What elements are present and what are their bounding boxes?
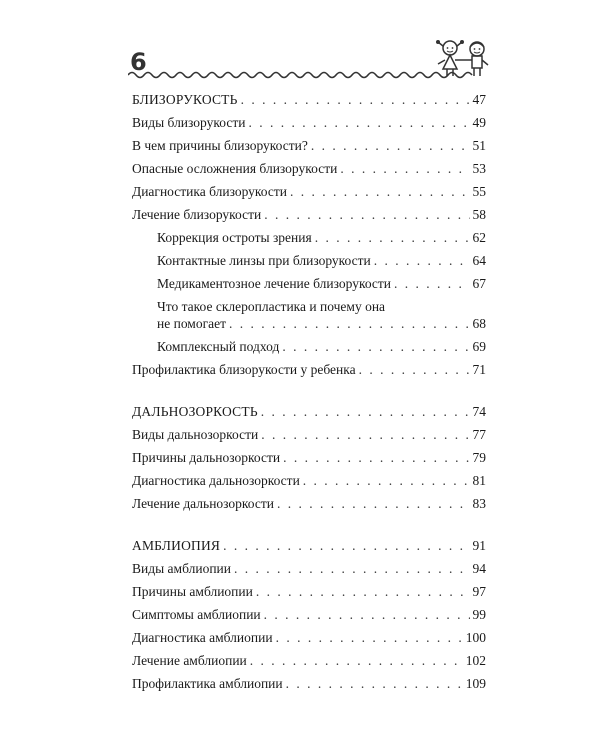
toc-entry-page: 62 (472, 230, 486, 245)
toc-entry (132, 207, 486, 223)
toc-leader-dots (282, 339, 469, 355)
toc-entry-page: 94 (472, 561, 486, 576)
toc-entry (132, 161, 486, 177)
toc-entry-title: Комплексный подход (157, 339, 280, 354)
toc-leader-dots (264, 207, 469, 223)
toc-entry-title: Симптомы амблиопии (132, 607, 261, 622)
toc-leader-dots (276, 630, 463, 646)
toc-entry-page: 81 (472, 473, 486, 488)
toc-entry-title: БЛИЗОРУКОСТЬ (132, 92, 238, 107)
toc-entry (132, 92, 486, 108)
toc-leader-dots (261, 404, 470, 420)
toc-entry (132, 450, 486, 466)
toc-entry-page: 74 (472, 404, 486, 419)
toc-entry-title: Диагностика амблиопии (132, 630, 273, 645)
toc-entry-title: Лечение близорукости (132, 207, 262, 222)
toc-entry (132, 115, 486, 131)
toc-section-hyperopia (132, 404, 486, 512)
toc-leader-dots (241, 92, 470, 108)
toc-entry-page: 77 (472, 427, 486, 442)
toc-entry (132, 584, 486, 600)
toc-entry-page: 67 (472, 276, 486, 291)
toc-entry-page: 68 (472, 316, 486, 331)
toc-leader-dots (374, 253, 470, 269)
toc-entry-title: Диагностика дальнозоркости (132, 473, 300, 488)
toc-entry-title: Причины амблиопии (132, 584, 253, 599)
toc-entry-page: 55 (472, 184, 486, 199)
toc-leader-dots (394, 276, 469, 292)
toc-leader-dots (303, 473, 470, 489)
toc-entry-title: Коррекция остроты зрения (157, 230, 312, 245)
toc-entry-title: ДАЛЬНОЗОРКОСТЬ (132, 404, 258, 419)
toc-leader-dots (229, 316, 469, 332)
toc-entry-title: АМБЛИОПИЯ (132, 538, 221, 553)
toc-entry (132, 138, 486, 154)
toc-entry-page: 97 (472, 584, 486, 599)
toc-entry-page: 91 (472, 538, 486, 553)
toc-leader-dots (277, 496, 470, 512)
toc-entry (132, 607, 486, 623)
toc-leader-dots (223, 538, 469, 554)
toc-entry-title: В чем причины близорукости? (132, 138, 308, 153)
toc-leader-dots (264, 607, 470, 623)
toc-entry-title: Медикаментозное лечение близорукости (157, 276, 392, 291)
toc-leader-dots (234, 561, 470, 577)
toc-subentry-multiline (132, 299, 486, 332)
toc-entry-title-line1: Что такое склеропластика и почему она (157, 299, 386, 314)
toc-entry-title: Лечение дальнозоркости (132, 496, 274, 511)
toc-subentry (132, 230, 486, 246)
toc-entry (132, 653, 486, 669)
toc-entry-page: 47 (472, 92, 486, 107)
toc-entry-title: Контактные линзы при близорукости (157, 253, 371, 268)
toc-leader-dots (261, 427, 469, 443)
toc-section-amblyopia (132, 538, 486, 692)
toc-entry-title: Виды дальнозоркости (132, 427, 259, 442)
toc-entry (132, 496, 486, 512)
toc-entry-title: Причины дальнозоркости (132, 450, 281, 465)
page-number: 6 (130, 48, 147, 76)
toc-entry (132, 676, 486, 692)
toc-entry-page: 64 (472, 253, 486, 268)
toc-entry (157, 316, 486, 332)
toc-leader-dots (340, 161, 469, 177)
toc-leader-dots (359, 362, 470, 378)
toc-entry-page: 71 (472, 362, 486, 377)
toc-section-myopia (132, 92, 486, 378)
toc-entry (132, 473, 486, 489)
toc-entry (132, 630, 486, 646)
toc-entry-page: 79 (472, 450, 486, 465)
toc-entry-title: Профилактика близорукости у ребенка (132, 362, 356, 377)
toc-entry (132, 538, 486, 554)
toc-leader-dots (315, 230, 470, 246)
toc-entry-page: 83 (472, 496, 486, 511)
toc-entry (132, 427, 486, 443)
toc-entry-title: Виды амблиопии (132, 561, 231, 576)
toc-entry (132, 561, 486, 577)
toc-entry-page: 69 (472, 339, 486, 354)
toc-entry-page: 102 (465, 653, 486, 668)
toc-entry (132, 362, 486, 378)
toc-leader-dots (286, 676, 463, 692)
toc-leader-dots (256, 584, 470, 600)
toc-entry-title: Лечение амблиопии (132, 653, 247, 668)
toc-subentry (132, 276, 486, 292)
toc-entry-title: Опасные осложнения близорукости (132, 161, 338, 176)
toc-entry-page: 109 (465, 676, 486, 691)
toc-subentry (132, 339, 486, 355)
toc-entry-page: 100 (465, 630, 486, 645)
toc-subentry (132, 253, 486, 269)
toc-entry-page: 49 (472, 115, 486, 130)
toc-leader-dots (283, 450, 469, 466)
toc-entry-title: Виды близорукости (132, 115, 246, 130)
toc-leader-dots (290, 184, 469, 200)
toc-entry (132, 404, 486, 420)
toc-entry-title: Профилактика амблиопии (132, 676, 283, 691)
toc-entry-title: Диагностика близорукости (132, 184, 288, 199)
wave-divider (128, 70, 478, 80)
table-of-contents (132, 92, 486, 692)
toc-entry-page: 53 (472, 161, 486, 176)
toc-entry (132, 184, 486, 200)
children-illustration-icon (430, 38, 500, 78)
toc-entry-title: не помогает (157, 316, 227, 331)
toc-leader-dots (311, 138, 470, 154)
toc-leader-dots (248, 115, 469, 131)
toc-leader-dots (250, 653, 463, 669)
toc-entry-page: 51 (472, 138, 486, 153)
toc-entry-page: 58 (472, 207, 486, 222)
toc-entry-page: 99 (472, 607, 486, 622)
